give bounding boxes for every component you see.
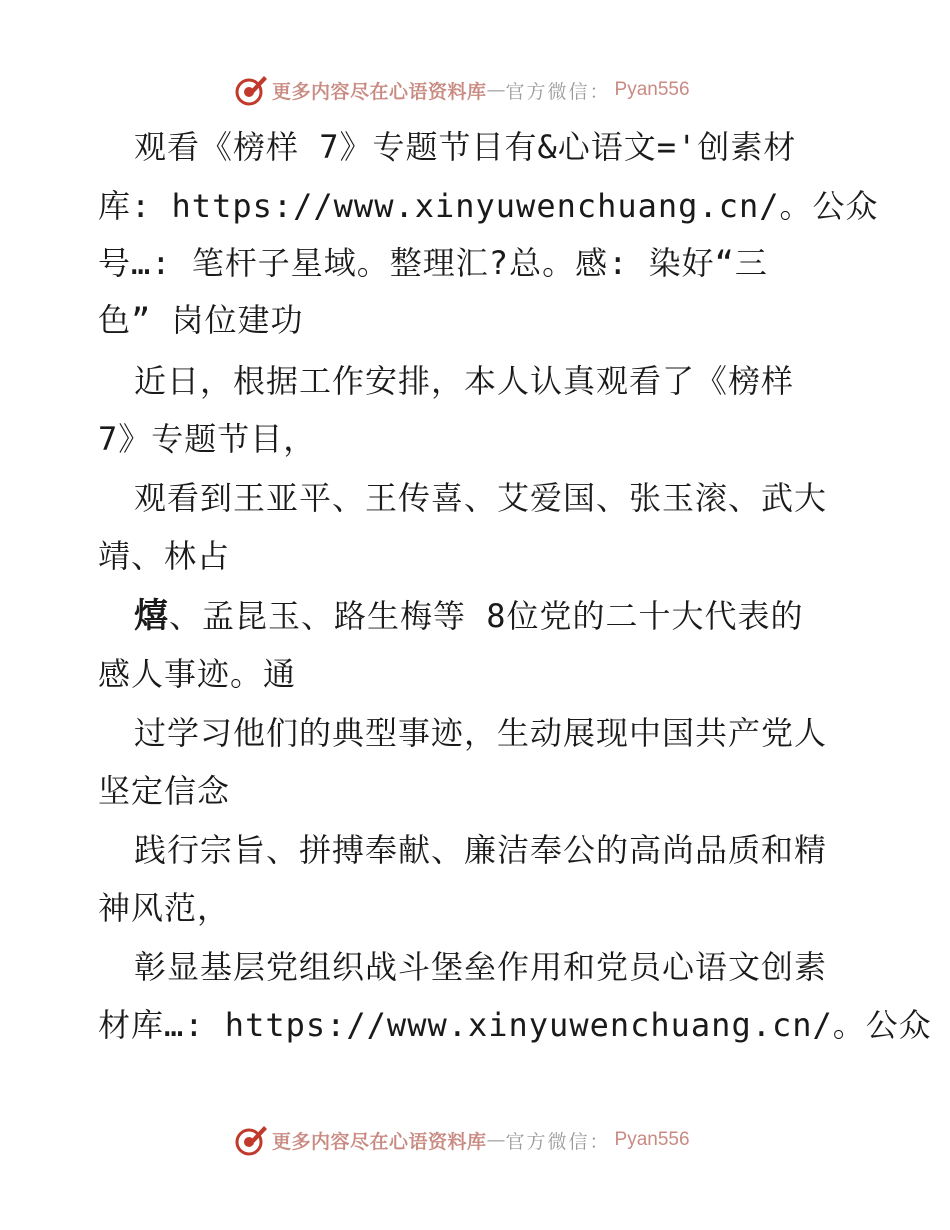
text-line: 材库…: https://www.xinyuwenchuang.cn/。公众 xyxy=(98,1006,932,1044)
banner-wechat-label: 官方微信： xyxy=(505,1130,611,1153)
text-line: 号…: 笔杆子星域。整理汇?总。感: 染好“三 xyxy=(98,244,768,282)
text-line: 7》专题节目， xyxy=(98,420,317,458)
text-line: 观看到王亚平、王传喜、艾爱国、张玉滚、武大 xyxy=(134,479,828,517)
banner-title: 更多内容尽在心语资料库 xyxy=(272,1130,487,1153)
banner-wechat-label: 官方微信： xyxy=(505,80,611,103)
banner-dash: — xyxy=(486,79,506,101)
footer-banner xyxy=(234,1120,714,1160)
text-line: 库: https://www.xinyuwenchuang.cn/。公众 xyxy=(98,187,879,225)
text-line: 感人事迹。通 xyxy=(98,655,297,693)
pen-logo-icon xyxy=(234,73,268,107)
banner-dash: — xyxy=(486,1129,506,1151)
banner-wechat-id: Pyan556 xyxy=(614,1129,690,1150)
text-line: 过学习他们的典型事迹，生动展现中国共产党人 xyxy=(134,714,828,752)
text-line: 色” 岗位建功 xyxy=(98,301,304,339)
text-line: 靖、林占 xyxy=(98,537,231,575)
text-line: 践行宗旨、拼搏奉献、廉洁奉公的高尚品质和精 xyxy=(134,831,828,869)
text-line-with-special xyxy=(134,596,804,636)
banner-wechat-id: Pyan556 xyxy=(614,79,690,100)
pen-logo-icon xyxy=(234,1123,268,1157)
banner-title: 更多内容尽在心语资料库 xyxy=(272,80,487,103)
text-line-rest: 、孟昆玉、路生梅等 8位党的二十大代表的 xyxy=(169,597,804,635)
text-line: 观看《榜样 7》专题节目有&心语文='创素材 xyxy=(134,128,797,166)
special-char: 熺 xyxy=(134,596,169,636)
header-banner xyxy=(234,70,714,110)
text-line: 坚定信念 xyxy=(98,772,231,810)
text-line: 神风范， xyxy=(98,889,231,927)
text-line: 近日，根据工作安排，本人认真观看了《榜样 xyxy=(134,362,795,400)
text-line: 彰显基层党组织战斗堡垒作用和党员心语文创素 xyxy=(134,948,828,986)
